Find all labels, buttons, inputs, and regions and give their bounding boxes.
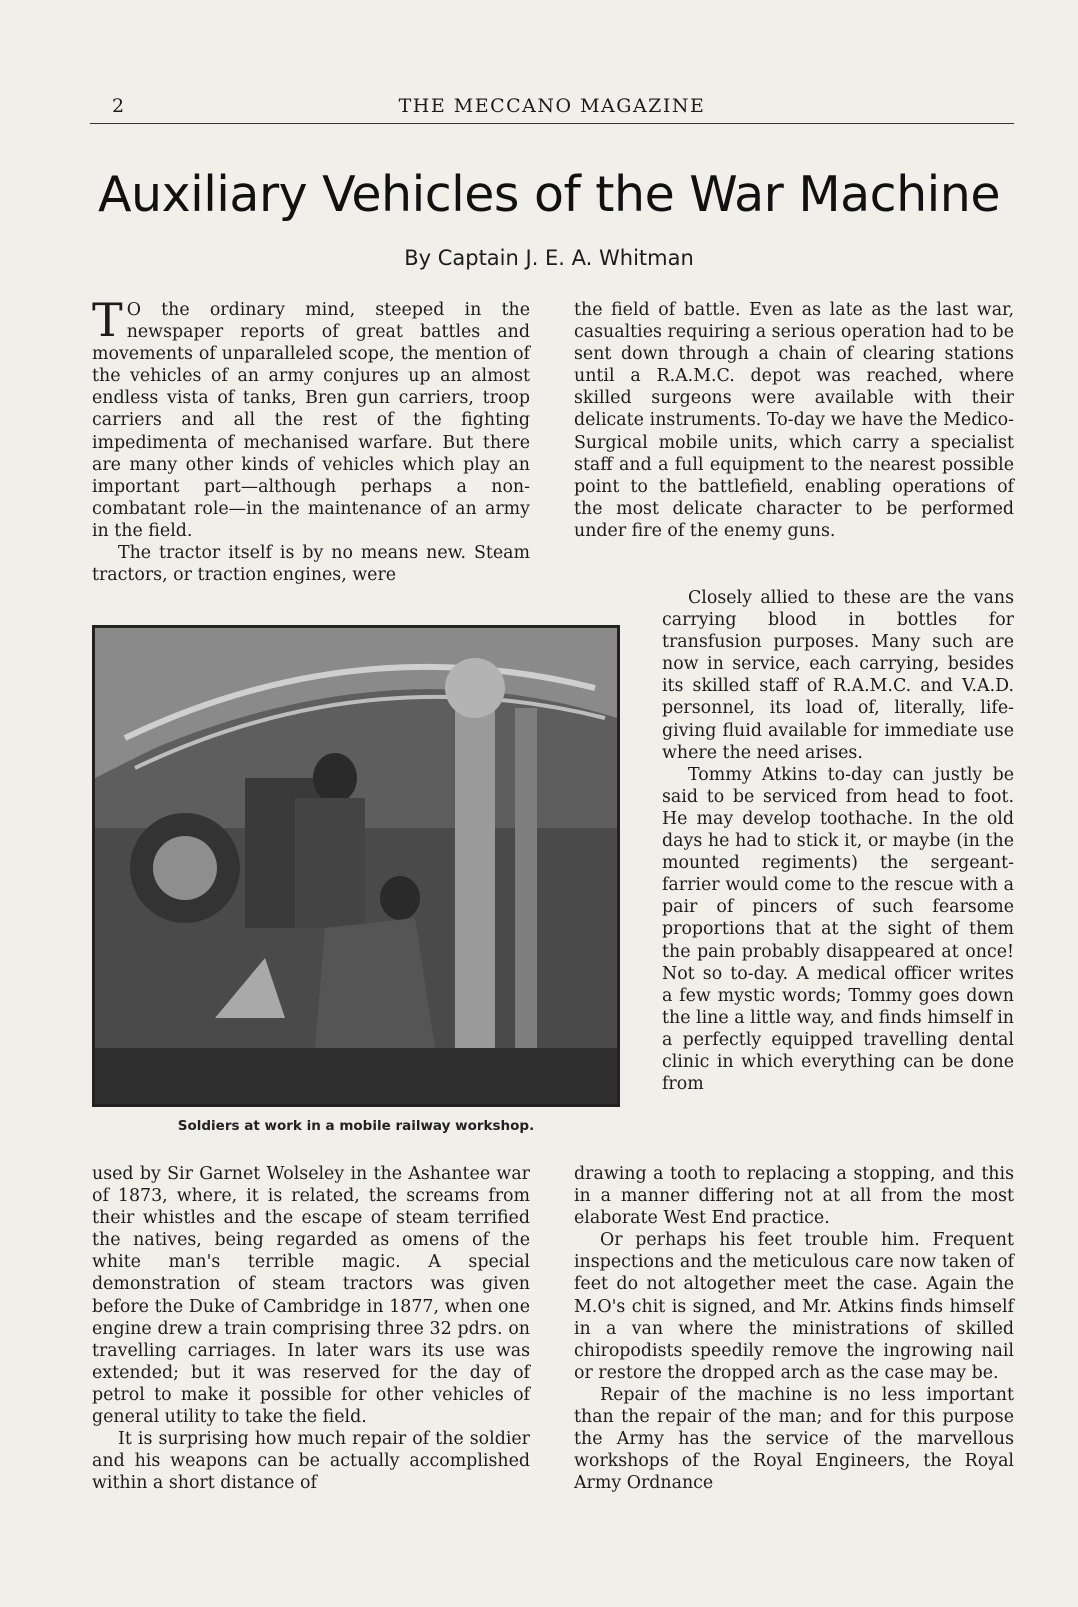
paragraph: Closely allied to these are the vans carrying blood in bottles for transfusion purposes. Many such are now in service, each carrying, besides its skilled staff of R.A.M.C. and V.A.D. personnel, its load of, literally, life-giving fluid available for immediate use where the need arises. [662, 588, 1014, 763]
article-title: Auxiliary Vehicles of the War Machine [98, 166, 1000, 223]
drop-cap: T [92, 293, 123, 347]
column-right-middle [662, 587, 1014, 1095]
paragraph: the field of battle. Even as late as the last war, casualties requiring a serious operation had to be sent down through a chain of clearing stations until a R.A.M.C. depot was reached, where skilled surgeons were available with their delicate instruments. To-day we have the Medico-Surgical mobile units, which carry a specialist staff and a full equipment to the nearest possible point to the battlefield, enabling operations of the most delicate character to be performed under fire of the enemy guns. [574, 300, 1014, 541]
paragraph: It is surprising how much repair of the soldier and his weapons can be actually accomplished within a short distance of [92, 1429, 530, 1494]
running-title: THE MECCANO MAGAZINE [398, 95, 706, 117]
column-right-top [574, 299, 1014, 542]
paragraph: Tommy Atkins to-day can justly be said to be serviced from head to foot. He may develop toothache. In the old days he had to stick it, or maybe (in the mounted regiments) the sergeant-farrier would come to the rescue with a pair of pincers of such fearsome proportions that at the sight of them the pain probably disappeared at once! Not so to-day. A medical officer writes a few mystic words; Tommy goes down the line a little way, and finds himself in a perfectly equipped travelling dental clinic in which everything can be done from [662, 764, 1014, 1095]
workshop-photo [92, 625, 620, 1107]
page-header [90, 93, 1014, 124]
paragraph: The tractor itself is by no means new. Steam tractors, or traction engines, were [92, 543, 530, 586]
workshop-photo-illustration [95, 628, 617, 1104]
paragraph-text: O the ordinary mind, steeped in the newspaper reports of great battles and movements of unparalleled scope, the mention of the vehicles of an army conjures up an almost endless vista of tanks, Bren gun carriers, troop carriers and all the rest of the fighting impedimenta of mechanised warfare. But there are many other kinds of vehicles which play an important part—although perhaps a non-combatant role—in the maintenance of an army in the field. [92, 300, 530, 541]
page-number: 2 [112, 95, 125, 117]
paragraph: Repair of the machine is no less important than the repair of the man; and for this purpose the Army has the service of the marvellous workshops of the Royal Engineers, the Royal Army Ordnance [574, 1384, 1014, 1494]
column-right-bottom [574, 1163, 1014, 1494]
paragraph: drawing a tooth to replacing a stopping, and this in a manner differing not at all from the most elaborate West End practice. [574, 1164, 1014, 1229]
paragraph: used by Sir Garnet Wolseley in the Ashantee war of 1873, where, it is related, the screams from their whistles and the escape of steam terrified the natives, being regarded as omens of the white man's terrible magic. A special demonstration of steam tractors was given before the Duke of Cambridge in 1877, when one engine drew a train comprising three 32 pdrs. on travelling carriages. In later wars its use was extended; but it was reserved for the day of petrol to make it possible for other vehicles of general utility to take the field. [92, 1164, 530, 1428]
paragraph [92, 293, 530, 542]
column-left-top [92, 293, 530, 586]
photo-caption: Soldiers at work in a mobile railway workshop. [177, 1118, 535, 1134]
column-left-bottom [92, 1163, 530, 1494]
paragraph: Or perhaps his feet trouble him. Frequent inspections and the meticulous care now taken of feet do not altogether meet the case. Again the M.O's chit is signed, and Mr. Atkins finds himself in a van where the ministrations of skilled chiropodists speedily remove the ingrowing nail or restore the dropped arch as the case may be. [574, 1230, 1014, 1383]
article-byline: By Captain J. E. A. Whitman [404, 246, 694, 270]
